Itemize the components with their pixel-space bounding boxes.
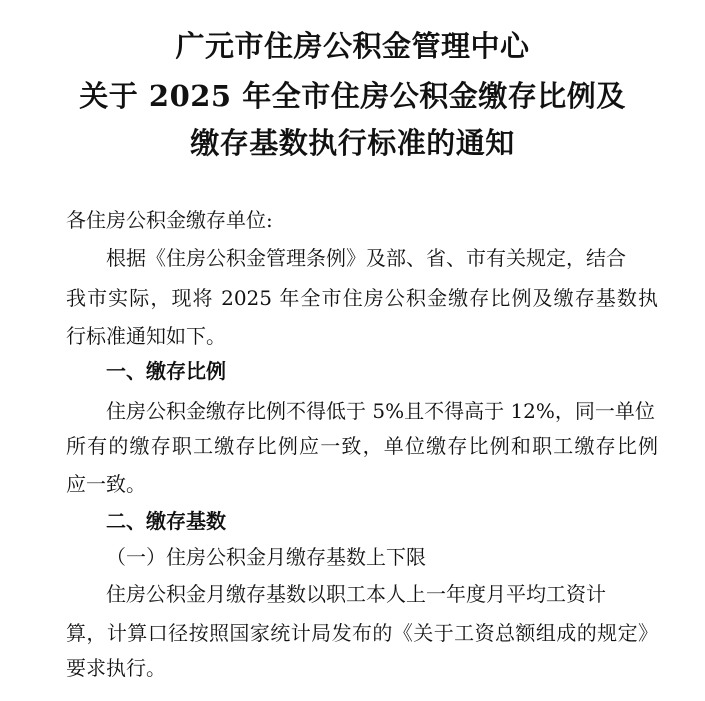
- section-2-line-1: 住房公积金月缴存基数以职工本人上一年度月平均工资计: [106, 582, 606, 606]
- intro-line-3: 行标准通知如下。: [66, 324, 226, 348]
- intro-line-1: 根据《住房公积金管理条例》及部、省、市有关规定，结合: [106, 246, 626, 270]
- section-1-line-1: 住房公积金缴存比例不得低于 5%且不得高于 12%，同一单位: [106, 399, 655, 423]
- section-2-line-3: 要求执行。: [66, 656, 166, 680]
- intro-line-2: 我市实际，现将 2025 年全市住房公积金缴存比例及缴存基数执: [66, 286, 658, 310]
- title-line-3: 缴存基数执行标准的通知: [190, 126, 515, 160]
- title-line-2: 关于 2025 年全市住房公积金缴存比例及: [79, 79, 626, 113]
- title-line-1: 广元市住房公积金管理中心: [175, 29, 530, 63]
- salutation: 各住房公积金缴存单位:: [66, 208, 273, 232]
- section-1-heading: 一、缴存比例: [106, 359, 226, 383]
- section-2-line-2: 算，计算口径按照国家统计局发布的《关于工资总额组成的规定》: [66, 621, 658, 645]
- section-1-line-3: 应一致。: [66, 472, 146, 496]
- section-2-subheading: （一）住房公积金月缴存基数上下限: [106, 545, 426, 569]
- section-1-line-2: 所有的缴存职工缴存比例应一致，单位缴存比例和职工缴存比例: [66, 434, 658, 458]
- section-2-heading: 二、缴存基数: [106, 509, 226, 533]
